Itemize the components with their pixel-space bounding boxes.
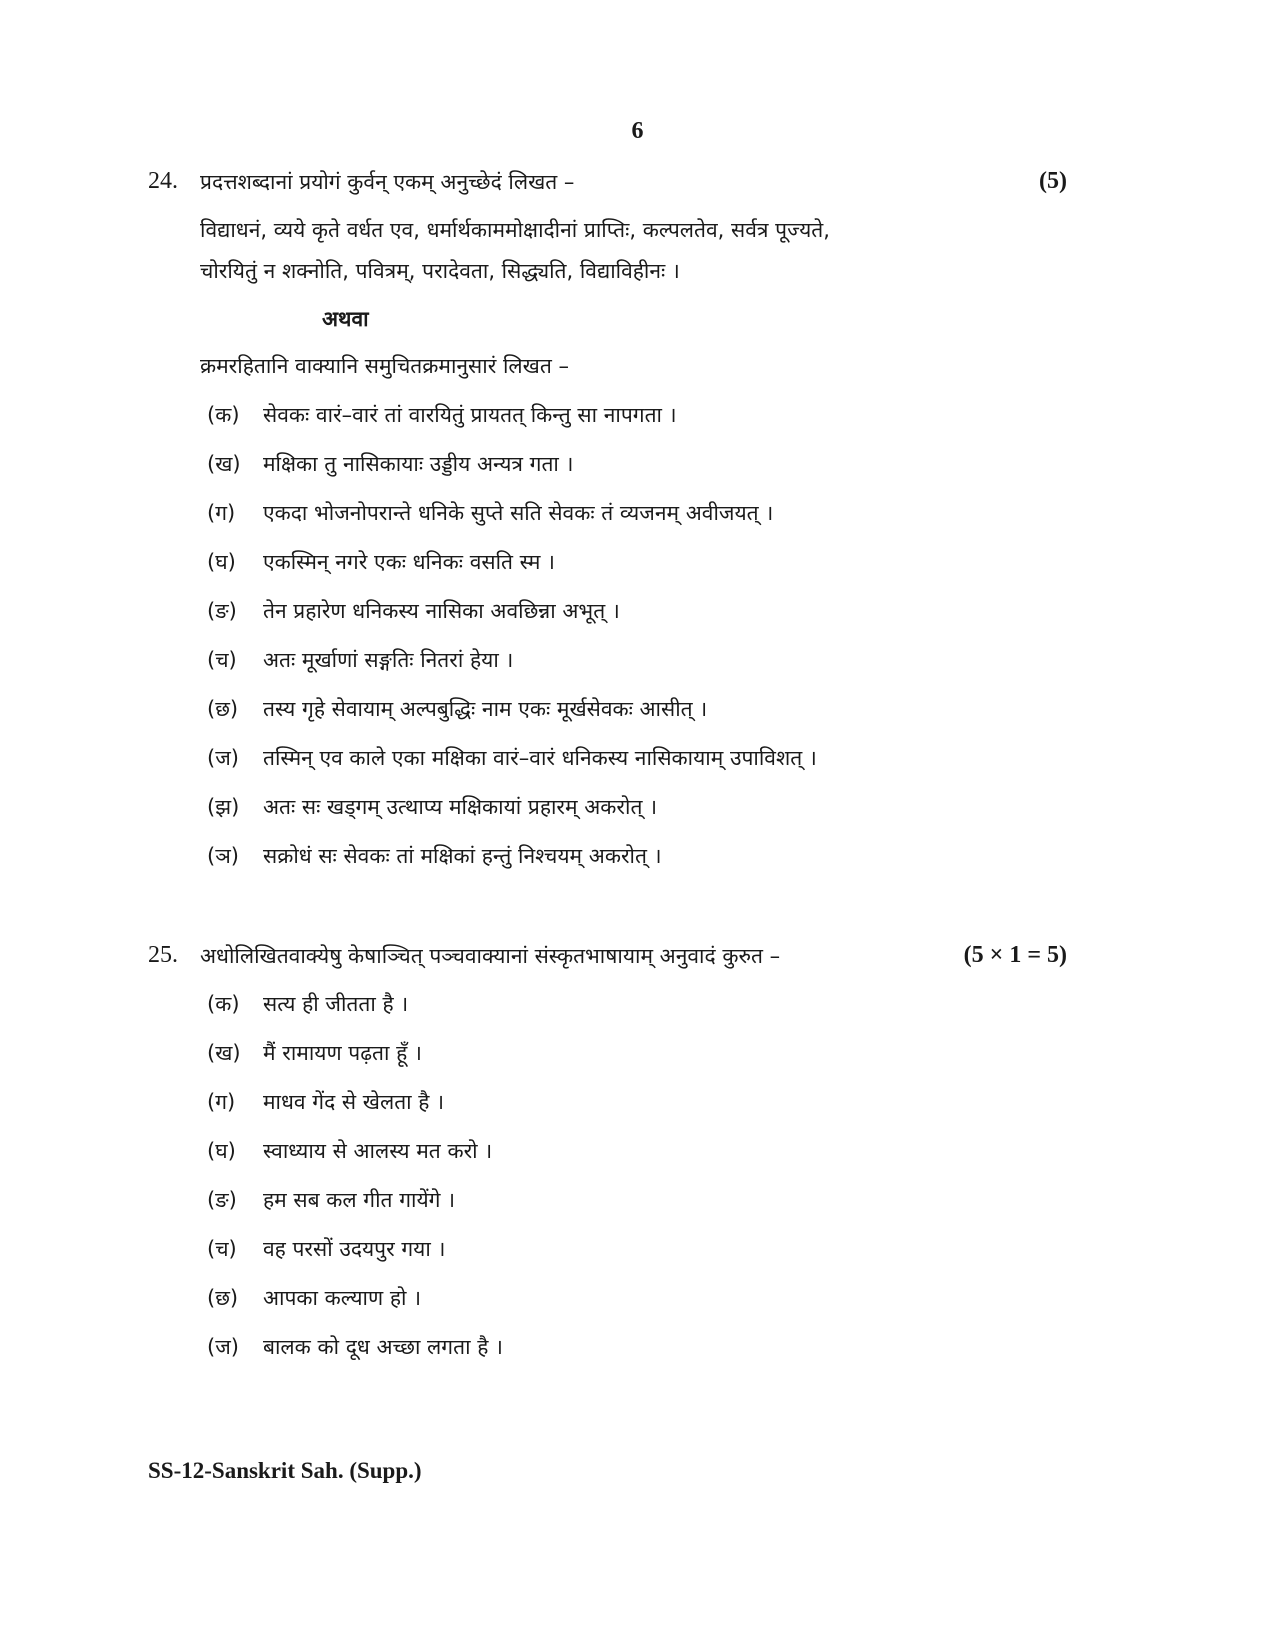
item-text: आपका कल्याण हो ।: [263, 1286, 422, 1310]
item-label: (ख): [207, 1041, 241, 1065]
list-item: [207, 597, 620, 625]
question-24-alt-instruction: क्रमरहितानि वाक्यानि समुचितक्रमानुसारं लिखत –: [200, 354, 569, 378]
item-text: सेवकः वारं–वारं तां वारयितुं प्रायतत् किन्तु सा नापगता ।: [263, 403, 677, 427]
item-label: (घ): [207, 550, 236, 574]
item-text: सत्य ही जीतता है ।: [263, 992, 409, 1016]
item-text: मक्षिका तु नासिकायाः उड्डीय अन्यत्र गता ।: [263, 452, 574, 476]
question-25-marks: (5 × 1 = 5): [963, 942, 1067, 968]
item-label: (च): [207, 648, 237, 672]
question-25-instruction: अधोलिखितवाक्येषु केषाञ्चित् पञ्चवाक्यानां संस्कृतभाषायाम् अनुवादं कुरुत –: [200, 944, 781, 968]
or-label: अथवा: [322, 307, 369, 331]
item-text: स्वाध्याय से आलस्य मत करो ।: [263, 1139, 493, 1163]
question-25-number: 25.: [148, 942, 178, 968]
list-item: [207, 646, 513, 674]
item-text: मैं रामायण पढ़ता हूँ ।: [263, 1041, 422, 1065]
item-text: तस्य गृहे सेवायाम् अल्पबुद्धिः नाम एकः मूर्खसेवकः आसीत् ।: [263, 697, 708, 721]
item-label: (ञ): [207, 844, 239, 868]
item-label: (घ): [207, 1139, 236, 1163]
list-item: [207, 1333, 503, 1361]
list-item: [207, 450, 574, 478]
list-item: [207, 1186, 455, 1214]
list-item: [207, 1088, 444, 1116]
item-label: (ज): [207, 1335, 239, 1359]
item-label: (ङ): [207, 1188, 237, 1212]
item-label: (झ): [207, 795, 240, 819]
page-number: 6: [631, 118, 644, 144]
list-item: [207, 842, 662, 870]
item-label: (क): [207, 992, 240, 1016]
item-text: सक्रोधं सः सेवकः तां मक्षिकां हन्तुं निश्चयम् अकरोत् ।: [263, 844, 662, 868]
list-item: [207, 990, 408, 1018]
item-text: वह परसों उदयपुर गया ।: [263, 1237, 446, 1261]
list-item: [207, 744, 817, 772]
item-text: तेन प्रहारेण धनिकस्य नासिका अवछिन्ना अभूत् ।: [263, 599, 620, 623]
question-24-words-line-1: विद्याधनं, व्यये कृते वर्धत एव, धर्मार्थकाममोक्षादीनां प्राप्तिः, कल्पलतेव, सर्वत्र पूज्यते,: [200, 218, 830, 242]
question-24-words-line-2: चोरयितुं न शक्नोति, पवित्रम्, परादेवता, सिद्ध्यति, विद्याविहीनः ।: [200, 259, 680, 283]
item-text: अतः मूर्खाणां सङ्गतिः नितरां हेया ।: [263, 648, 514, 672]
item-text: अतः सः खड्गम् उत्थाप्य मक्षिकायां प्रहारम् अकरोत् ।: [263, 795, 658, 819]
item-text: माधव गेंद से खेलता है ।: [263, 1090, 445, 1114]
list-item: [207, 499, 773, 527]
list-item: [207, 401, 677, 429]
list-item: [207, 548, 555, 576]
list-item: [207, 1039, 422, 1067]
item-label: (छ): [207, 697, 239, 721]
item-label: (च): [207, 1237, 237, 1261]
question-24-number: 24.: [148, 168, 178, 194]
question-24-marks: (5): [1039, 168, 1067, 194]
item-label: (ग): [207, 501, 236, 525]
list-item: [207, 793, 657, 821]
list-item: [207, 1284, 421, 1312]
item-label: (ग): [207, 1090, 236, 1114]
list-item: [207, 695, 707, 723]
item-label: (ज): [207, 746, 239, 770]
item-label: (क): [207, 403, 240, 427]
item-text: तस्मिन् एव काले एका मक्षिका वारं–वारं धनिकस्य नासिकायाम् उपाविशत् ।: [263, 746, 817, 770]
list-item: [207, 1235, 445, 1263]
question-24-instruction: प्रदत्तशब्दानां प्रयोगं कुर्वन् एकम् अनुच्छेदं लिखत –: [200, 170, 575, 194]
item-text: बालक को दूध अच्छा लगता है ।: [263, 1335, 503, 1359]
item-label: (ङ): [207, 599, 237, 623]
item-text: एकस्मिन् नगरे एकः धनिकः वसति स्म ।: [263, 550, 556, 574]
footer-code: SS-12-Sanskrit Sah. (Supp.): [148, 1458, 422, 1483]
item-label: (छ): [207, 1286, 239, 1310]
list-item: [207, 1137, 492, 1165]
item-text: हम सब कल गीत गायेंगे ।: [263, 1188, 456, 1212]
item-label: (ख): [207, 452, 241, 476]
item-text: एकदा भोजनोपरान्ते धनिके सुप्ते सति सेवकः तं व्यजनम् अवीजयत् ।: [263, 501, 774, 525]
